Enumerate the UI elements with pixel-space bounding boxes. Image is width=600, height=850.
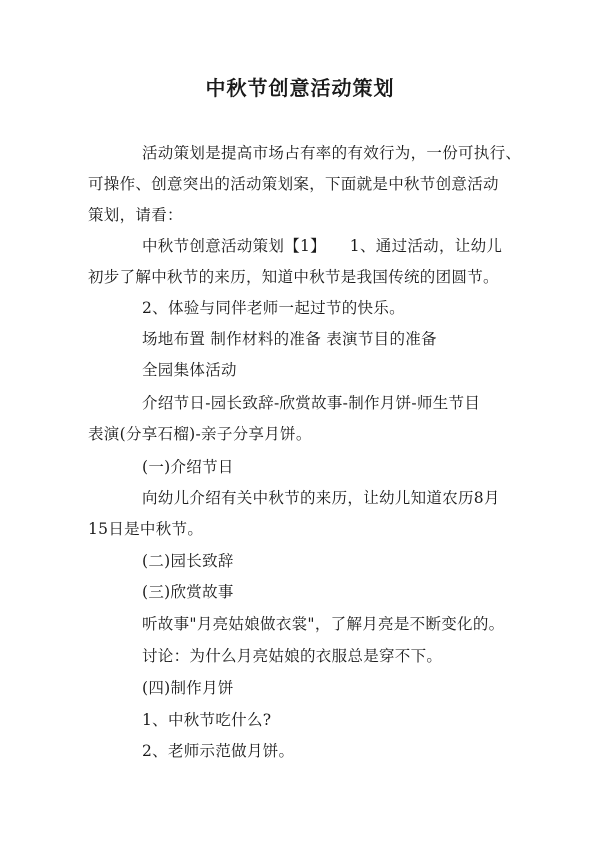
paragraph-line: 活动策划是提高市场占有率的有效行为，一份可执行、	[142, 144, 522, 162]
paragraph-line: 表演(分享石榴)-亲子分享月饼。	[88, 425, 312, 443]
paragraph-line: (二)园长致辞	[142, 552, 234, 570]
paragraph-line: 听故事"月亮姑娘做衣裳"，了解月亮是不断变化的。	[142, 615, 505, 633]
paragraph-line: 讨论：为什么月亮姑娘的衣服总是穿不下。	[142, 647, 443, 665]
paragraph-line: 2、体验与同伴老师一起过节的快乐。	[142, 299, 405, 317]
paragraph-line: 中秋节创意活动策划【1】 1、通过活动，让幼儿	[142, 237, 503, 255]
paragraph-line: (一)介绍节日	[142, 458, 234, 476]
paragraph-line: (四)制作月饼	[142, 679, 234, 697]
paragraph-line: 全园集体活动	[142, 361, 237, 379]
paragraph-line: 可操作、创意突出的活动策划案，下面就是中秋节创意活动	[88, 175, 499, 193]
paragraph-line: 介绍节日-园长致辞-欣赏故事-制作月饼-师生节目	[142, 394, 481, 412]
paragraph-line: 向幼儿介绍有关中秋节的来历，让幼儿知道农历8月	[142, 489, 500, 507]
paragraph-line: 初步了解中秋节的来历，知道中秋节是我国传统的团圆节。	[88, 268, 499, 286]
paragraph-line: 场地布置 制作材料的准备 表演节目的准备	[142, 330, 437, 348]
paragraph-line: (三)欣赏故事	[142, 583, 234, 601]
paragraph-line: 策划，请看：	[88, 206, 183, 224]
document-title: 中秋节创意活动策划	[205, 76, 395, 100]
paragraph-line: 15日是中秋节。	[88, 520, 204, 538]
paragraph-line: 2、老师示范做月饼。	[142, 742, 295, 760]
paragraph-line: 1、中秋节吃什么?	[142, 711, 272, 729]
